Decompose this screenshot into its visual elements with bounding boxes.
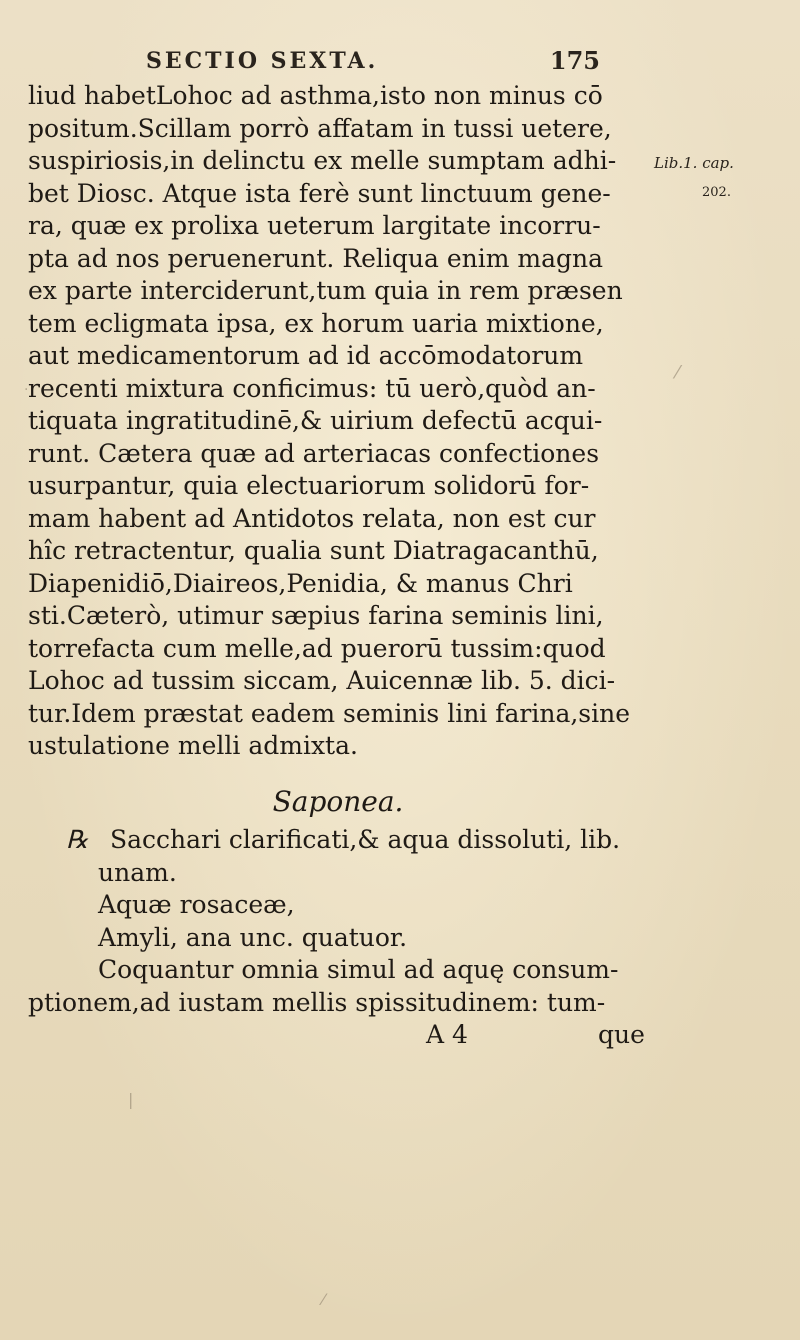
recipe-text: Sacchari clarificati,& aqua dissoluti, lib. (109, 825, 621, 854)
text-line: ustulatione melli admixta. (28, 731, 358, 760)
text-line: recenti mixtura conficimus: tū uerò,quòd an- (28, 373, 596, 403)
text-line: pta ad nos peruenerunt. Reliqua enim magna (28, 243, 604, 273)
text-line: bet Diosc. Atque ista ferè sunt linctuum gene- (28, 178, 611, 208)
instruction-line: Coquantur omnia simul ad aquę consum- (98, 955, 619, 984)
text-line: liud habetLohoc ad asthma,isto non minus cō (28, 81, 603, 110)
text-line: aut medicamentorum ad id accōmodatorum (28, 341, 584, 370)
text-line: torrefacta cum melle,ad puerorū tussim:quod (28, 633, 606, 663)
text-line: Diapenidiō,Diaireos,Penidia, & manus Chri (28, 568, 573, 598)
catchword: que (598, 1020, 645, 1049)
margin-reference-line: Lib.1. cap. (654, 154, 734, 172)
text-line: tur.Idem præstat eadem seminis lini farina,sine (28, 698, 631, 728)
text-line: suspiriosis,in delinctu ex melle sumptam adhi- (28, 146, 617, 175)
recipe-line: unam. (98, 857, 177, 887)
signature-mark: A 4 (426, 1020, 468, 1049)
page-number: 175 (549, 46, 600, 75)
text-line: mam habent ad Antidotos relata, non est cur (28, 503, 596, 533)
recipe-block (28, 780, 668, 1052)
page-footer (28, 1019, 668, 1052)
text-line: tiquata ingratitudinē,& uirium defectū acqui- (28, 406, 603, 435)
text-line: ex parte interciderunt,tum quia in rem præsen (28, 276, 623, 305)
recipe-symbol: ℞ (66, 825, 89, 854)
recipe-line (28, 824, 668, 857)
ingredient-line: Amyli, ana unc. quatuor. (98, 922, 408, 952)
text-line: ra, quæ ex prolixa ueterum largitate incorru- (28, 211, 601, 240)
text-line: sti.Cæterò, utimur sæpius farina seminis lini, (28, 601, 604, 630)
stray-mark: | (128, 1090, 134, 1109)
recipe-title: Saponea. (272, 785, 404, 818)
margin-reference-line: 202. (702, 185, 731, 200)
body-text (28, 80, 631, 763)
stray-mark: ⁄ (322, 1290, 325, 1309)
stray-mark: . (24, 378, 29, 394)
text-line: Lohoc ad tussim siccam, Auicennæ lib. 5. dici- (28, 666, 616, 695)
text-line: positum.Scillam porrò affatam in tussi uetere, (28, 113, 612, 143)
instruction-line: ptionem,ad iustam mellis spissitudinem: tum- (28, 987, 606, 1017)
text-line: usurpantur, quia electuariorum solidorū for- (28, 471, 590, 500)
text-line: runt. Cætera quæ ad arteriacas confectiones (28, 438, 600, 468)
ingredient-line: Aquæ rosaceæ, (98, 890, 295, 919)
margin-reference (654, 148, 734, 208)
text-line: hîc retractentur, qualia sunt Diatragacanthū, (28, 536, 599, 565)
running-title: SECTIO SEXTA. (146, 48, 379, 74)
stray-mark: ⁄ (676, 362, 680, 383)
text-line: tem ecligmata ipsa, ex horum uaria mixtione, (28, 308, 604, 338)
running-head (140, 44, 600, 80)
